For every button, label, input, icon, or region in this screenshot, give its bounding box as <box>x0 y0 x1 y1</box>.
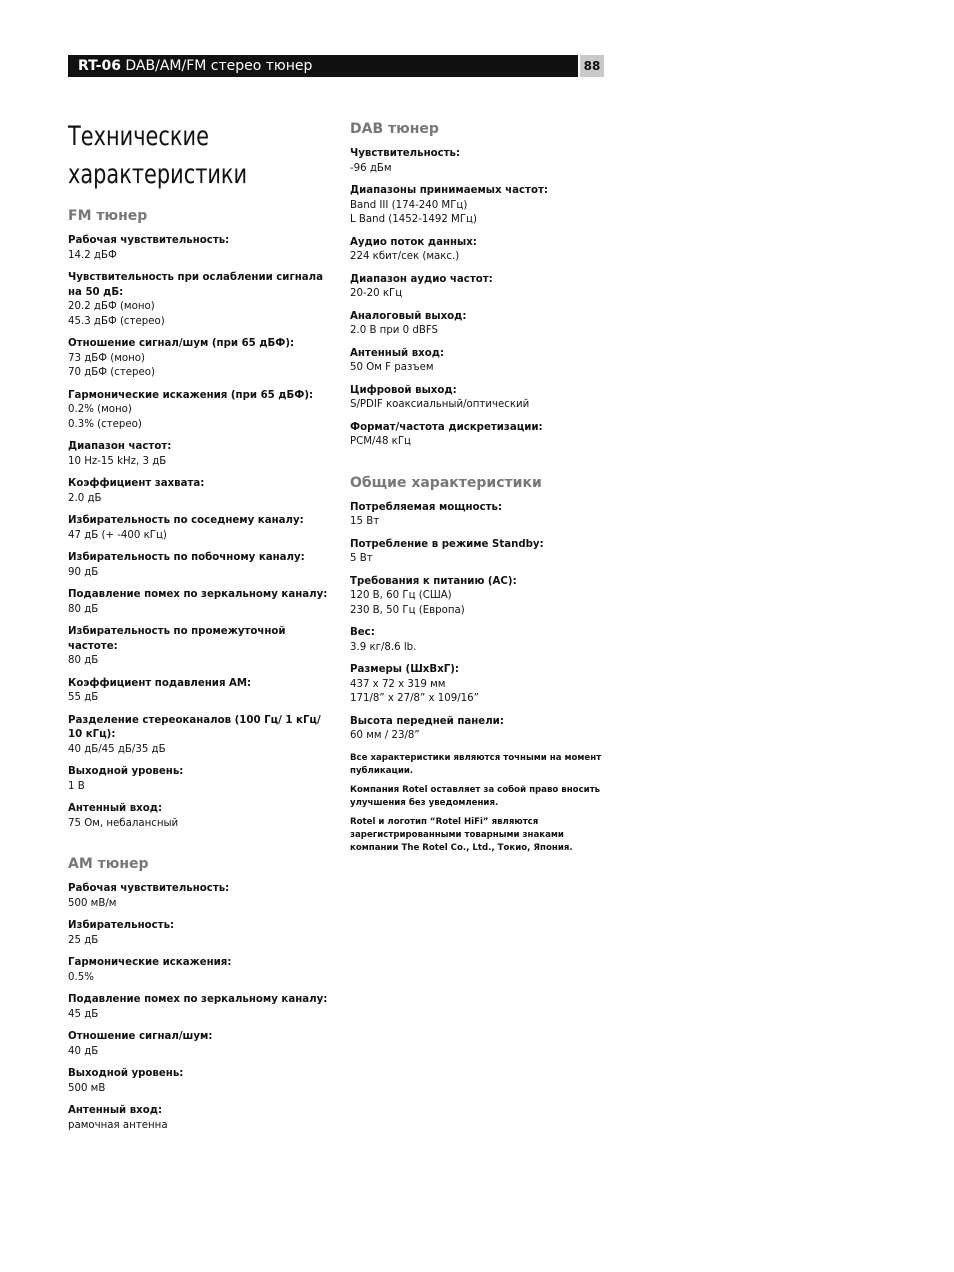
model-name: RT-06 <box>78 58 121 74</box>
spec-item <box>68 677 330 706</box>
spec-item <box>350 575 612 619</box>
spec-value: 25 дБ <box>68 934 99 946</box>
left-column <box>68 207 330 1141</box>
am-section <box>68 855 330 1133</box>
page-title: Технические характеристики <box>68 121 248 190</box>
spec-item <box>350 663 612 707</box>
spec-item <box>68 956 330 985</box>
spec-label: Аналоговый выход: <box>350 310 467 322</box>
spec-label: Гармонические искажения: <box>68 957 232 968</box>
spec-item <box>350 273 612 302</box>
spec-item <box>68 919 330 948</box>
spec-item <box>68 588 330 617</box>
spec-label: Отношение сигнал/шум (при 65 дБФ): <box>68 338 295 349</box>
general-section-title: Общие характеристики <box>350 474 542 491</box>
spec-value: 90 дБ <box>68 566 99 578</box>
spec-label: Потребляемая мощность: <box>350 501 503 513</box>
spec-label: Потребление в режиме Standby: <box>350 538 544 550</box>
spec-item <box>350 626 612 655</box>
spec-item <box>68 551 330 580</box>
footnote: Rotel и логотип “Rotel HiFi” являются зарегистрированными товарными знаками компании The Rotel Co., Ltd., Токио, Япония. <box>350 816 573 853</box>
spec-label: Антенный вход: <box>68 1105 163 1116</box>
spec-value: 0.2% (моно) 0.3% (стерео) <box>68 404 142 430</box>
right-column <box>350 120 612 861</box>
spec-label: Чувствительность: <box>350 148 461 159</box>
spec-item <box>68 514 330 543</box>
spec-item <box>68 993 330 1022</box>
page-number: 88 <box>580 55 604 77</box>
spec-label: Вес: <box>350 627 375 638</box>
spec-label: Требования к питанию (AC): <box>350 575 517 587</box>
spec-item <box>68 1030 330 1059</box>
spec-value: 40 дБ <box>68 1045 99 1057</box>
spec-item <box>68 440 330 469</box>
footnote: Компания Rotel оставляет за собой право вносить улучшения без уведомления. <box>350 784 601 808</box>
spec-label: Антенный вход: <box>68 803 163 814</box>
spec-item <box>68 625 330 669</box>
spec-label: Цифровой выход: <box>350 384 457 396</box>
dab-section <box>350 120 612 450</box>
spec-item <box>350 501 612 530</box>
spec-value: 5 Вт <box>350 553 373 564</box>
spec-item <box>68 1067 330 1096</box>
spec-label: Аудио поток данных: <box>350 236 477 248</box>
spec-value: 15 Вт <box>350 516 380 527</box>
spec-label: Чувствительность при ослаблении сигнала на 50 дБ: <box>68 272 324 298</box>
spec-item <box>68 477 330 506</box>
spec-item <box>350 538 612 567</box>
spec-value: -96 дБм <box>350 162 392 174</box>
spec-value: Band III (174-240 МГц) L Band (1452-1492 МГц) <box>350 199 477 225</box>
spec-label: Избирательность по побочному каналу: <box>68 552 305 563</box>
spec-label: Выходной уровень: <box>68 1068 184 1079</box>
spec-label: Размеры (ШхВхГ): <box>350 664 459 675</box>
spec-value: PCM/48 кГц <box>350 436 411 447</box>
spec-item <box>68 389 330 433</box>
spec-value: 500 мВ <box>68 1082 106 1094</box>
spec-label: Разделение стереоканалов (100 Гц/ 1 кГц/ 10 кГц): <box>68 714 321 740</box>
spec-item <box>350 384 612 413</box>
spec-value: 20-20 кГц <box>350 288 403 299</box>
spec-value: 0.5% <box>68 971 94 983</box>
spec-label: Диапазон аудио частот: <box>350 273 493 285</box>
spec-label: Избирательность по промежуточной частоте: <box>68 626 286 652</box>
spec-item <box>350 421 612 450</box>
am-section-title: AM тюнер <box>68 856 149 872</box>
spec-label: Выходной уровень: <box>68 766 184 777</box>
spec-value: 500 мВ/м <box>68 897 117 909</box>
spec-item <box>350 236 612 265</box>
spec-item <box>68 802 330 831</box>
spec-value: 14.2 дБФ <box>68 249 117 261</box>
spec-item <box>350 347 612 376</box>
spec-item <box>68 714 330 758</box>
spec-value: 1 В <box>68 780 85 792</box>
spec-label: Диапазон частот: <box>68 441 172 452</box>
spec-value: 55 дБ <box>68 692 99 703</box>
header-bar <box>68 55 578 77</box>
spec-label: Избирательность: <box>68 920 175 931</box>
spec-value: 3.9 кг/8.6 lb. <box>350 641 417 653</box>
dab-section-title: DAB тюнер <box>350 121 439 137</box>
spec-value: 47 дБ (+ -400 кГц) <box>68 529 167 541</box>
spec-value: 80 дБ <box>68 655 99 666</box>
spec-label: Диапазоны принимаемых частот: <box>350 185 548 196</box>
spec-value: 60 мм / 23/8” <box>350 730 420 741</box>
spec-label: Рабочая чувствительность: <box>68 235 230 246</box>
spec-value: 75 Ом, небалансный <box>68 817 179 829</box>
spec-label: Рабочая чувствительность: <box>68 883 230 894</box>
spec-value: 2.0 В при 0 dBFS <box>350 325 438 336</box>
spec-item <box>68 234 330 263</box>
spec-item <box>68 882 330 911</box>
spec-item <box>350 310 612 339</box>
spec-value: 2.0 дБ <box>68 492 102 504</box>
spec-item <box>68 271 330 329</box>
spec-value: 40 дБ/45 дБ/35 дБ <box>68 743 166 755</box>
fm-section <box>68 207 330 831</box>
spec-item <box>68 1104 330 1133</box>
spec-label: Формат/частота дискретизации: <box>350 421 543 433</box>
spec-value: 20.2 дБФ (моно) 45.3 дБФ (стерео) <box>68 301 165 327</box>
spec-value: 224 кбит/сек (макс.) <box>350 251 460 262</box>
spec-label: Подавление помех по зеркальному каналу: <box>68 994 328 1005</box>
spec-item <box>68 765 330 794</box>
spec-value: рамочная антенна <box>68 1119 168 1131</box>
footnote: Все характеристики являются точными на момент публикации. <box>350 752 602 776</box>
spec-value: 73 дБФ (моно) 70 дБФ (стерео) <box>68 352 155 378</box>
spec-label: Высота передней панели: <box>350 715 504 727</box>
spec-label: Подавление помех по зеркальному каналу: <box>68 589 328 600</box>
spec-label: Отношение сигнал/шум: <box>68 1031 213 1042</box>
notes <box>350 752 612 855</box>
spec-label: Антенный вход: <box>350 347 445 359</box>
spec-item <box>350 715 612 744</box>
spec-value: 437 x 72 x 319 мм 171/8” x 27/8” x 109/16” <box>350 678 479 704</box>
header-subtitle: DAB/AM/FM стерео тюнер <box>120 58 313 74</box>
spec-value: 120 В, 60 Гц (США) 230 В, 50 Гц (Европа) <box>350 590 465 616</box>
general-section <box>350 474 612 744</box>
spec-value: 80 дБ <box>68 603 99 615</box>
spec-item <box>350 184 612 228</box>
fm-section-title: FM тюнер <box>68 208 148 224</box>
spec-label: Коэффициент подавления AM: <box>68 677 252 689</box>
spec-value: S/PDIF коаксиальный/оптический <box>350 399 530 410</box>
spec-label: Гармонические искажения (при 65 дБФ): <box>68 389 314 401</box>
spec-item <box>68 337 330 381</box>
spec-item <box>350 147 612 176</box>
spec-value: 10 Hz-15 kHz, 3 дБ <box>68 455 167 467</box>
spec-value: 45 дБ <box>68 1008 99 1020</box>
spec-value: 50 Ом F разъем <box>350 362 434 373</box>
spec-label: Коэффициент захвата: <box>68 478 205 489</box>
spec-label: Избирательность по соседнему каналу: <box>68 515 304 526</box>
